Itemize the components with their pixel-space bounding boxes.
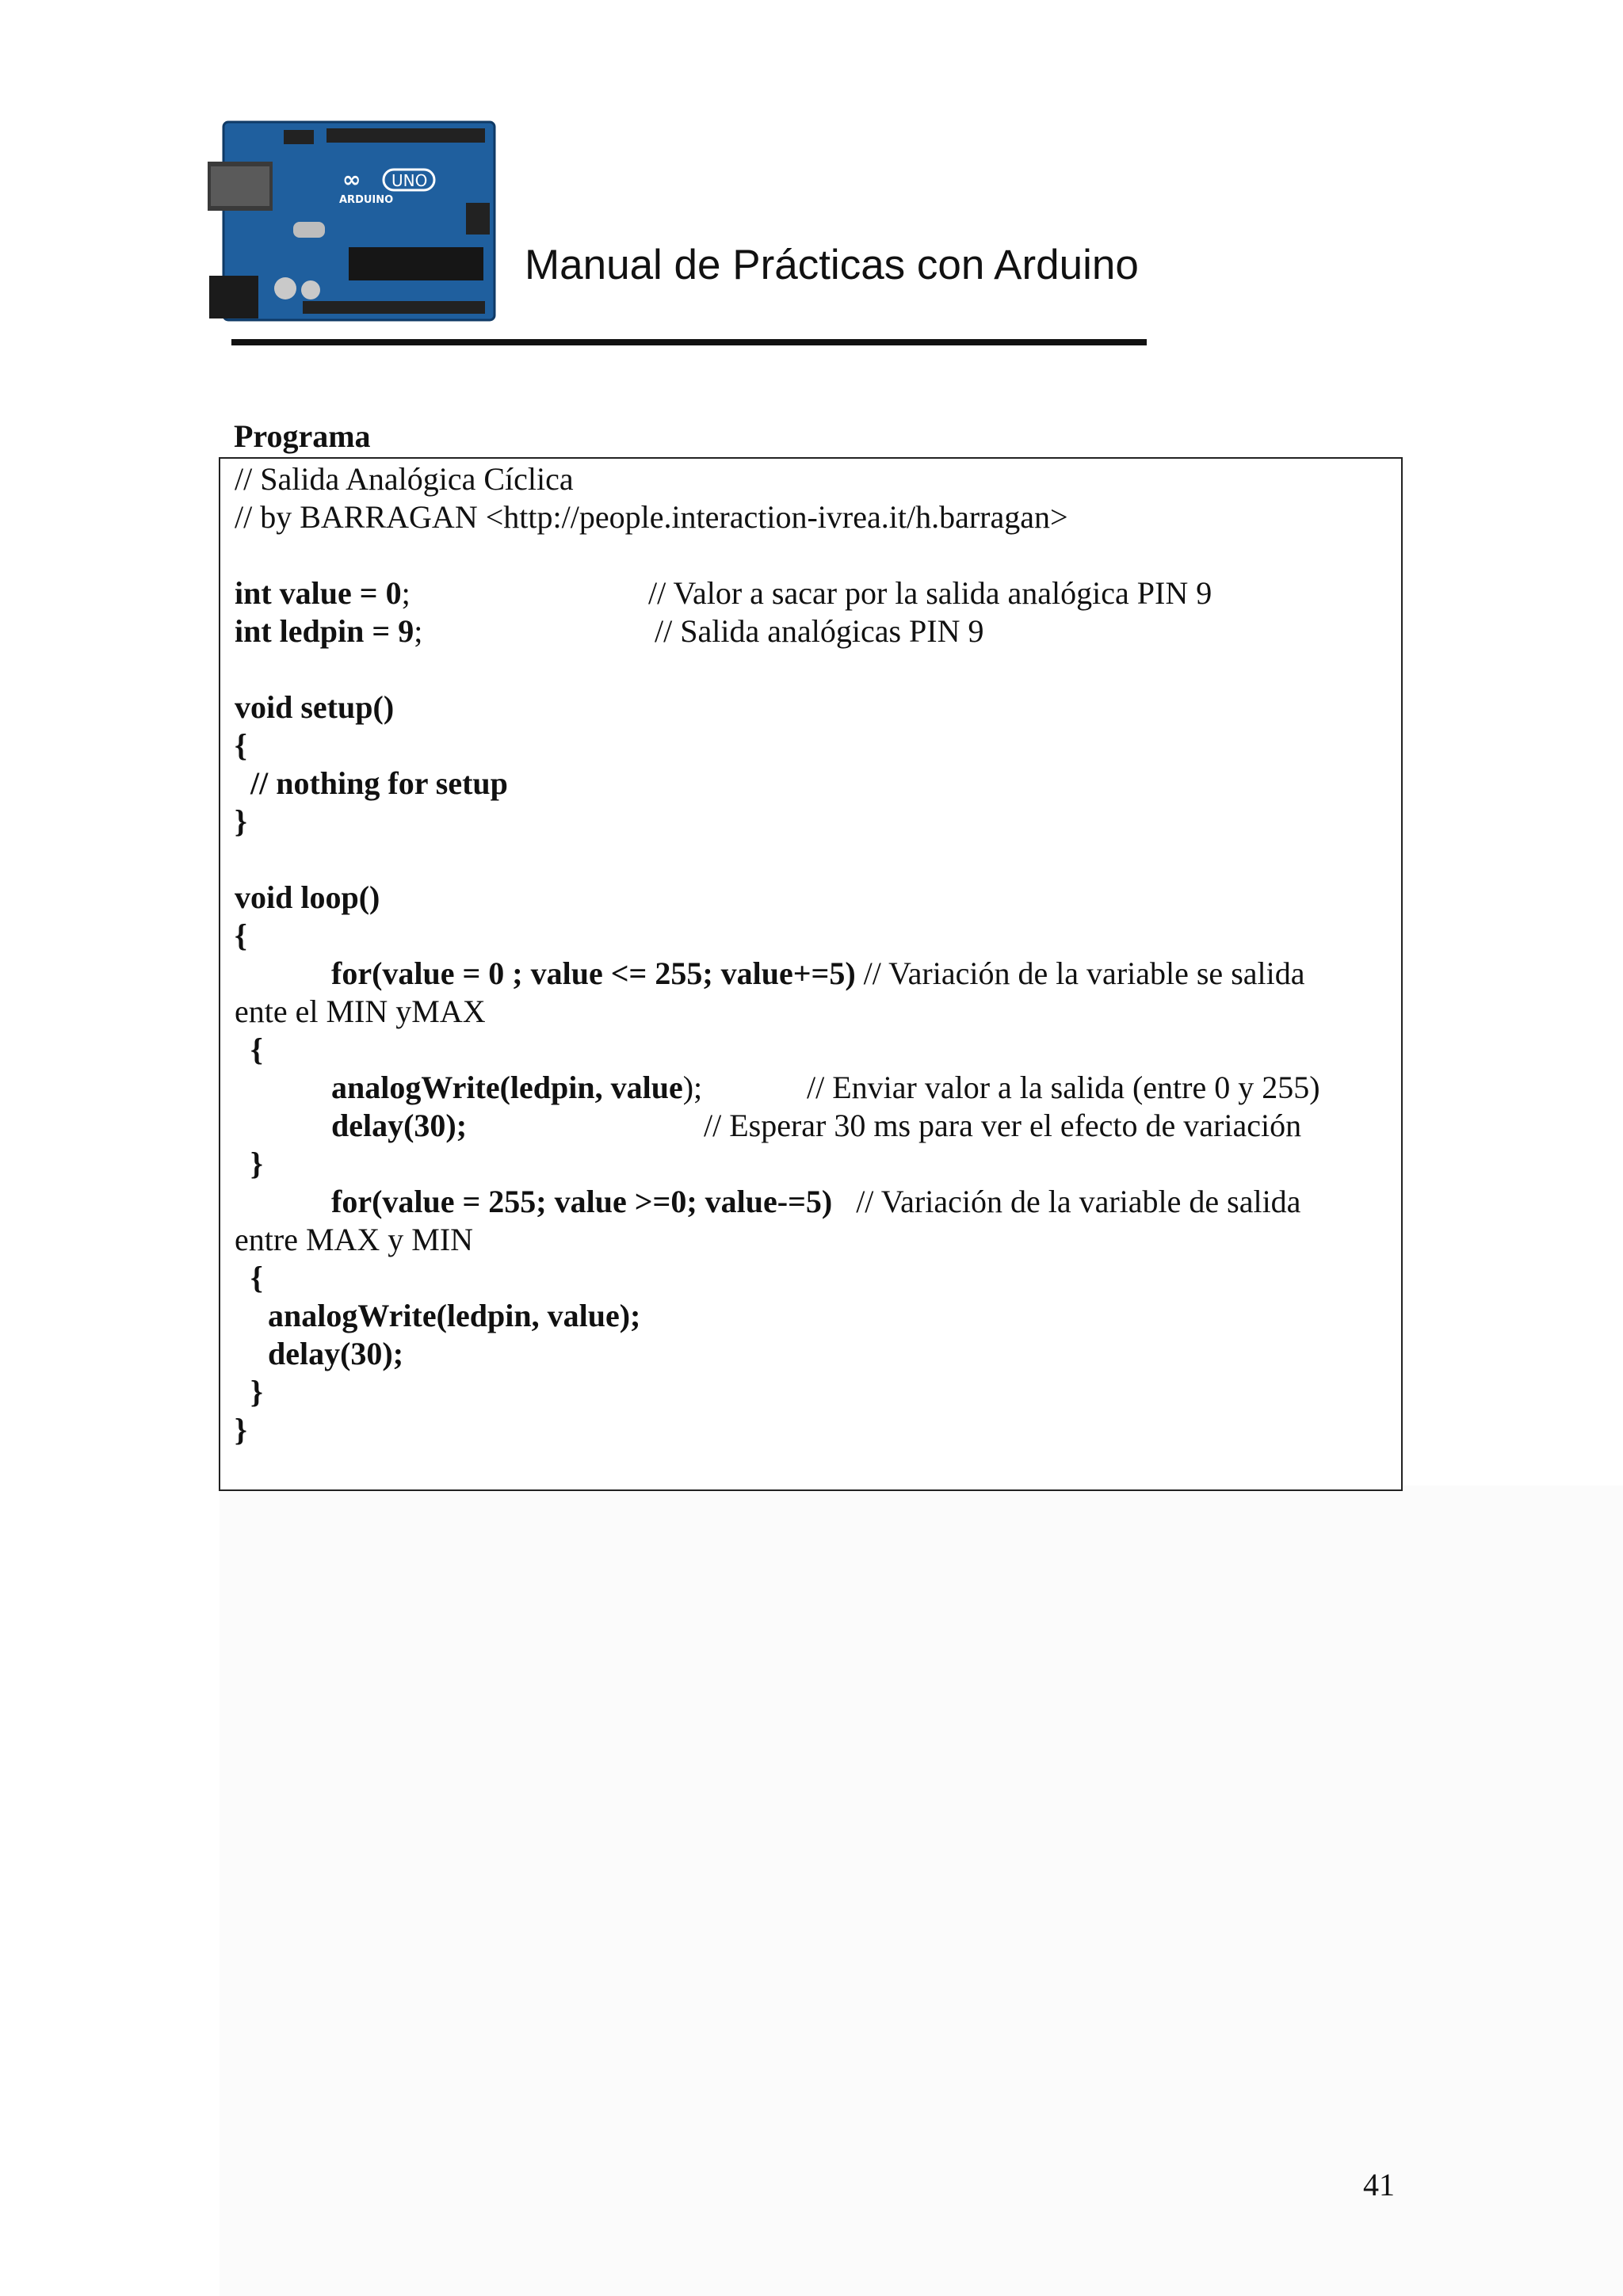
code-text: analogWrite(ledpin, value bbox=[331, 1070, 683, 1105]
code-comment-continuation: entre MAX y MIN bbox=[235, 1222, 474, 1257]
code-brace: } bbox=[235, 1412, 247, 1447]
board-model-text: UNO bbox=[391, 171, 428, 190]
code-text: ); bbox=[682, 1070, 703, 1105]
code-statement: delay(30); bbox=[331, 1108, 468, 1143]
page-background-shade bbox=[220, 1486, 1623, 2296]
code-text: for(value = 0 ; value <= 255; value+=5) bbox=[331, 955, 856, 991]
code-function-signature: void setup() bbox=[235, 689, 395, 725]
code-for-statement bbox=[331, 955, 1305, 993]
code-declaration bbox=[235, 612, 422, 650]
board-label-text: ARDUINO bbox=[339, 194, 394, 206]
code-brace: { bbox=[250, 1260, 263, 1295]
code-text: ; bbox=[401, 575, 411, 611]
code-statement: analogWrite(ledpin, value); bbox=[268, 1298, 641, 1333]
code-text: int value = 0 bbox=[235, 575, 402, 611]
code-inline-comment: // Enviar valor a la salida (entre 0 y 255) bbox=[807, 1070, 1320, 1105]
manual-title: Manual de Prácticas con Arduino bbox=[525, 242, 1139, 288]
code-text: for(value = 255; value >=0; value-=5) bbox=[331, 1184, 833, 1219]
code-text: ; bbox=[414, 613, 423, 649]
code-brace: { bbox=[235, 727, 247, 763]
code-comment-line: // by BARRAGAN <http://people.interaction-ivrea.it/h.barragan> bbox=[235, 499, 1068, 535]
code-brace: { bbox=[235, 917, 247, 953]
code-inline-comment: // Esperar 30 ms para ver el efecto de variación bbox=[704, 1108, 1302, 1143]
code-function-signature: void loop() bbox=[235, 879, 380, 915]
arduino-board-image bbox=[208, 120, 499, 326]
code-statement bbox=[331, 1069, 702, 1107]
section-title: Programa bbox=[234, 418, 371, 454]
code-brace: { bbox=[250, 1032, 263, 1067]
page-number: 41 bbox=[1363, 2167, 1395, 2203]
code-inline-comment: // Valor a sacar por la salida analógica PIN 9 bbox=[648, 575, 1212, 611]
svg-text:∞: ∞ bbox=[342, 166, 361, 193]
code-for-statement bbox=[331, 1183, 1300, 1221]
code-listing-box bbox=[219, 457, 1403, 1491]
code-text: int ledpin = 9 bbox=[235, 613, 414, 649]
code-text: // Variación de la variable de salida bbox=[856, 1184, 1301, 1219]
code-comment-continuation: ente el MIN yMAX bbox=[235, 994, 486, 1029]
code-brace: } bbox=[250, 1374, 263, 1409]
code-comment-line: // Salida Analógica Cíclica bbox=[235, 461, 574, 497]
code-statement: delay(30); bbox=[268, 1336, 404, 1371]
code-text: // Variación de la variable se salida bbox=[863, 955, 1305, 991]
code-declaration bbox=[235, 574, 411, 612]
code-brace: } bbox=[235, 803, 247, 839]
code-inline-comment: // Salida analógicas PIN 9 bbox=[655, 613, 984, 649]
code-brace: } bbox=[250, 1146, 263, 1181]
header-divider bbox=[231, 339, 1147, 345]
code-comment-line: // nothing for setup bbox=[250, 765, 508, 801]
